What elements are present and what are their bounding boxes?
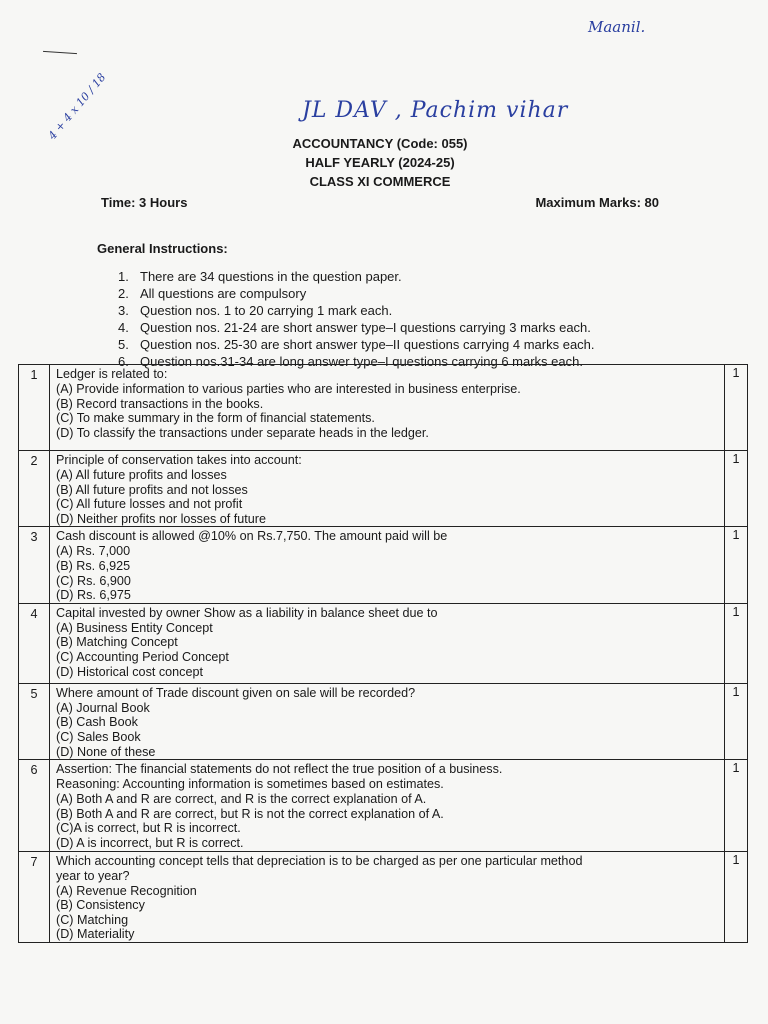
instruction-text: There are 34 questions in the question paper. xyxy=(140,269,402,284)
answer-option: (B) Record transactions in the books. xyxy=(56,396,264,411)
question-text: Reasoning: Accounting information is sometimes based on estimates. xyxy=(56,777,444,792)
answer-option: (A) Provide information to various parties who are interested in business enterprise. xyxy=(56,382,521,396)
question-text: year to year? xyxy=(56,868,130,883)
maximum-marks: Maximum Marks: 80 xyxy=(535,195,659,210)
answer-option: (D) To classify the transactions under separate heads in the ledger. xyxy=(56,425,429,440)
question-text: Capital invested by owner Show as a liability in balance sheet due to xyxy=(56,605,438,620)
question-text: Assertion: The financial statements do not reflect the true position of a business. xyxy=(56,762,503,777)
pen-mark xyxy=(43,51,77,54)
question-text: Where amount of Trade discount given on sale will be recorded? xyxy=(56,685,416,700)
instruction-item xyxy=(118,285,595,302)
question-text: Principle of conservation takes into account: xyxy=(56,453,302,467)
instruction-text: Question nos. 1 to 20 carrying 1 mark each. xyxy=(140,303,393,318)
question-marks: 1 xyxy=(725,683,748,759)
instruction-text: All questions are compulsory xyxy=(140,286,307,301)
answer-option: (C)A is correct, but R is incorrect. xyxy=(56,821,241,836)
instruction-number: 4. xyxy=(118,320,129,335)
instruction-item xyxy=(118,268,595,285)
instruction-text: Question nos. 25-30 are short answer type–II questions carrying 4 marks each. xyxy=(140,337,595,352)
class-title: CLASS XI COMMERCE xyxy=(309,174,451,189)
question-row xyxy=(19,365,748,451)
answer-option: (C) Accounting Period Concept xyxy=(56,649,229,664)
answer-option: (A) Business Entity Concept xyxy=(56,620,213,635)
instruction-item xyxy=(118,319,595,336)
answer-option: (A) Journal Book xyxy=(56,700,150,715)
question-body xyxy=(50,683,725,759)
answer-option: (A) Revenue Recognition xyxy=(56,883,197,898)
question-marks: 1 xyxy=(725,365,748,451)
handwritten-student-name: Maanil. xyxy=(588,18,646,36)
question-number: 7 xyxy=(19,851,50,942)
answer-option: (D) None of these xyxy=(56,744,156,759)
question-row xyxy=(19,603,748,683)
question-marks: 1 xyxy=(725,603,748,683)
question-body xyxy=(50,527,725,603)
answer-option: (C) All future losses and not profit xyxy=(56,497,243,512)
question-row xyxy=(19,760,748,851)
answer-option: (B) Rs. 6,925 xyxy=(56,558,131,573)
answer-option: (B) Cash Book xyxy=(56,715,138,730)
answer-option: (C) Sales Book xyxy=(56,729,141,744)
question-marks: 1 xyxy=(725,760,748,851)
answer-option: (D) Neither profits nor losses of future xyxy=(56,511,266,526)
subject-title: ACCOUNTANCY (Code: 055) xyxy=(292,136,468,151)
answer-option: (D) Materiality xyxy=(56,927,135,942)
question-marks: 1 xyxy=(725,527,748,603)
question-row xyxy=(19,451,748,527)
question-text: Which accounting concept tells that depreciation is to be charged as per one particular method xyxy=(56,853,583,868)
question-text: Ledger is related to: xyxy=(56,367,168,381)
instruction-number: 5. xyxy=(118,337,129,352)
instruction-text: Question nos. 21-24 are short answer type–I questions carrying 3 marks each. xyxy=(140,320,591,335)
instructions-list xyxy=(118,268,595,370)
questions-table xyxy=(18,364,748,943)
question-row xyxy=(19,851,748,942)
answer-option: (D) Historical cost concept xyxy=(56,664,203,679)
answer-option: (B) Both A and R are correct, but R is not the correct explanation of A. xyxy=(56,806,444,821)
question-body xyxy=(50,760,725,851)
instruction-number: 6. xyxy=(118,354,129,369)
question-number: 1 xyxy=(19,365,50,451)
handwritten-school-name: JL DAV , Pachim vihar xyxy=(302,98,569,123)
answer-option: (B) Matching Concept xyxy=(56,635,178,650)
instructions-title: General Instructions: xyxy=(97,241,228,256)
answer-option: (A) All future profits and losses xyxy=(56,468,227,482)
question-number: 4 xyxy=(19,603,50,683)
question-number: 3 xyxy=(19,527,50,603)
instruction-item xyxy=(118,302,595,319)
question-marks: 1 xyxy=(725,851,748,942)
question-body xyxy=(50,451,725,527)
answer-option: (D) Rs. 6,975 xyxy=(56,588,131,603)
question-body xyxy=(50,603,725,683)
instruction-number: 1. xyxy=(118,269,129,284)
question-body xyxy=(50,365,725,451)
answer-option: (A) Both A and R are correct, and R is the correct explanation of A. xyxy=(56,792,427,807)
question-number: 6 xyxy=(19,760,50,851)
handwritten-margin-note: 4 + 4 x 10 / 18 xyxy=(45,70,109,143)
answer-option: (C) Rs. 6,900 xyxy=(56,573,131,588)
answer-option: (D) A is incorrect, but R is correct. xyxy=(56,835,244,850)
exam-title: HALF YEARLY (2024-25) xyxy=(305,155,455,170)
question-row xyxy=(19,527,748,603)
instruction-number: 2. xyxy=(118,286,129,301)
question-marks: 1 xyxy=(725,451,748,527)
instruction-item xyxy=(118,336,595,353)
instruction-text: Question nos.31-34 are long answer type–I questions carrying 6 marks each. xyxy=(140,354,583,369)
question-body xyxy=(50,851,725,942)
answer-option: (B) All future profits and not losses xyxy=(56,482,248,497)
answer-option: (C) Matching xyxy=(56,912,129,927)
time-allowed: Time: 3 Hours xyxy=(101,195,188,210)
question-number: 2 xyxy=(19,451,50,527)
question-number: 5 xyxy=(19,683,50,759)
answer-option: (A) Rs. 7,000 xyxy=(56,544,131,559)
question-text: Cash discount is allowed @10% on Rs.7,750. The amount paid will be xyxy=(56,529,448,544)
answer-option: (C) To make summary in the form of financial statements. xyxy=(56,411,375,426)
question-row xyxy=(19,683,748,759)
answer-option: (B) Consistency xyxy=(56,898,145,913)
instruction-number: 3. xyxy=(118,303,129,318)
